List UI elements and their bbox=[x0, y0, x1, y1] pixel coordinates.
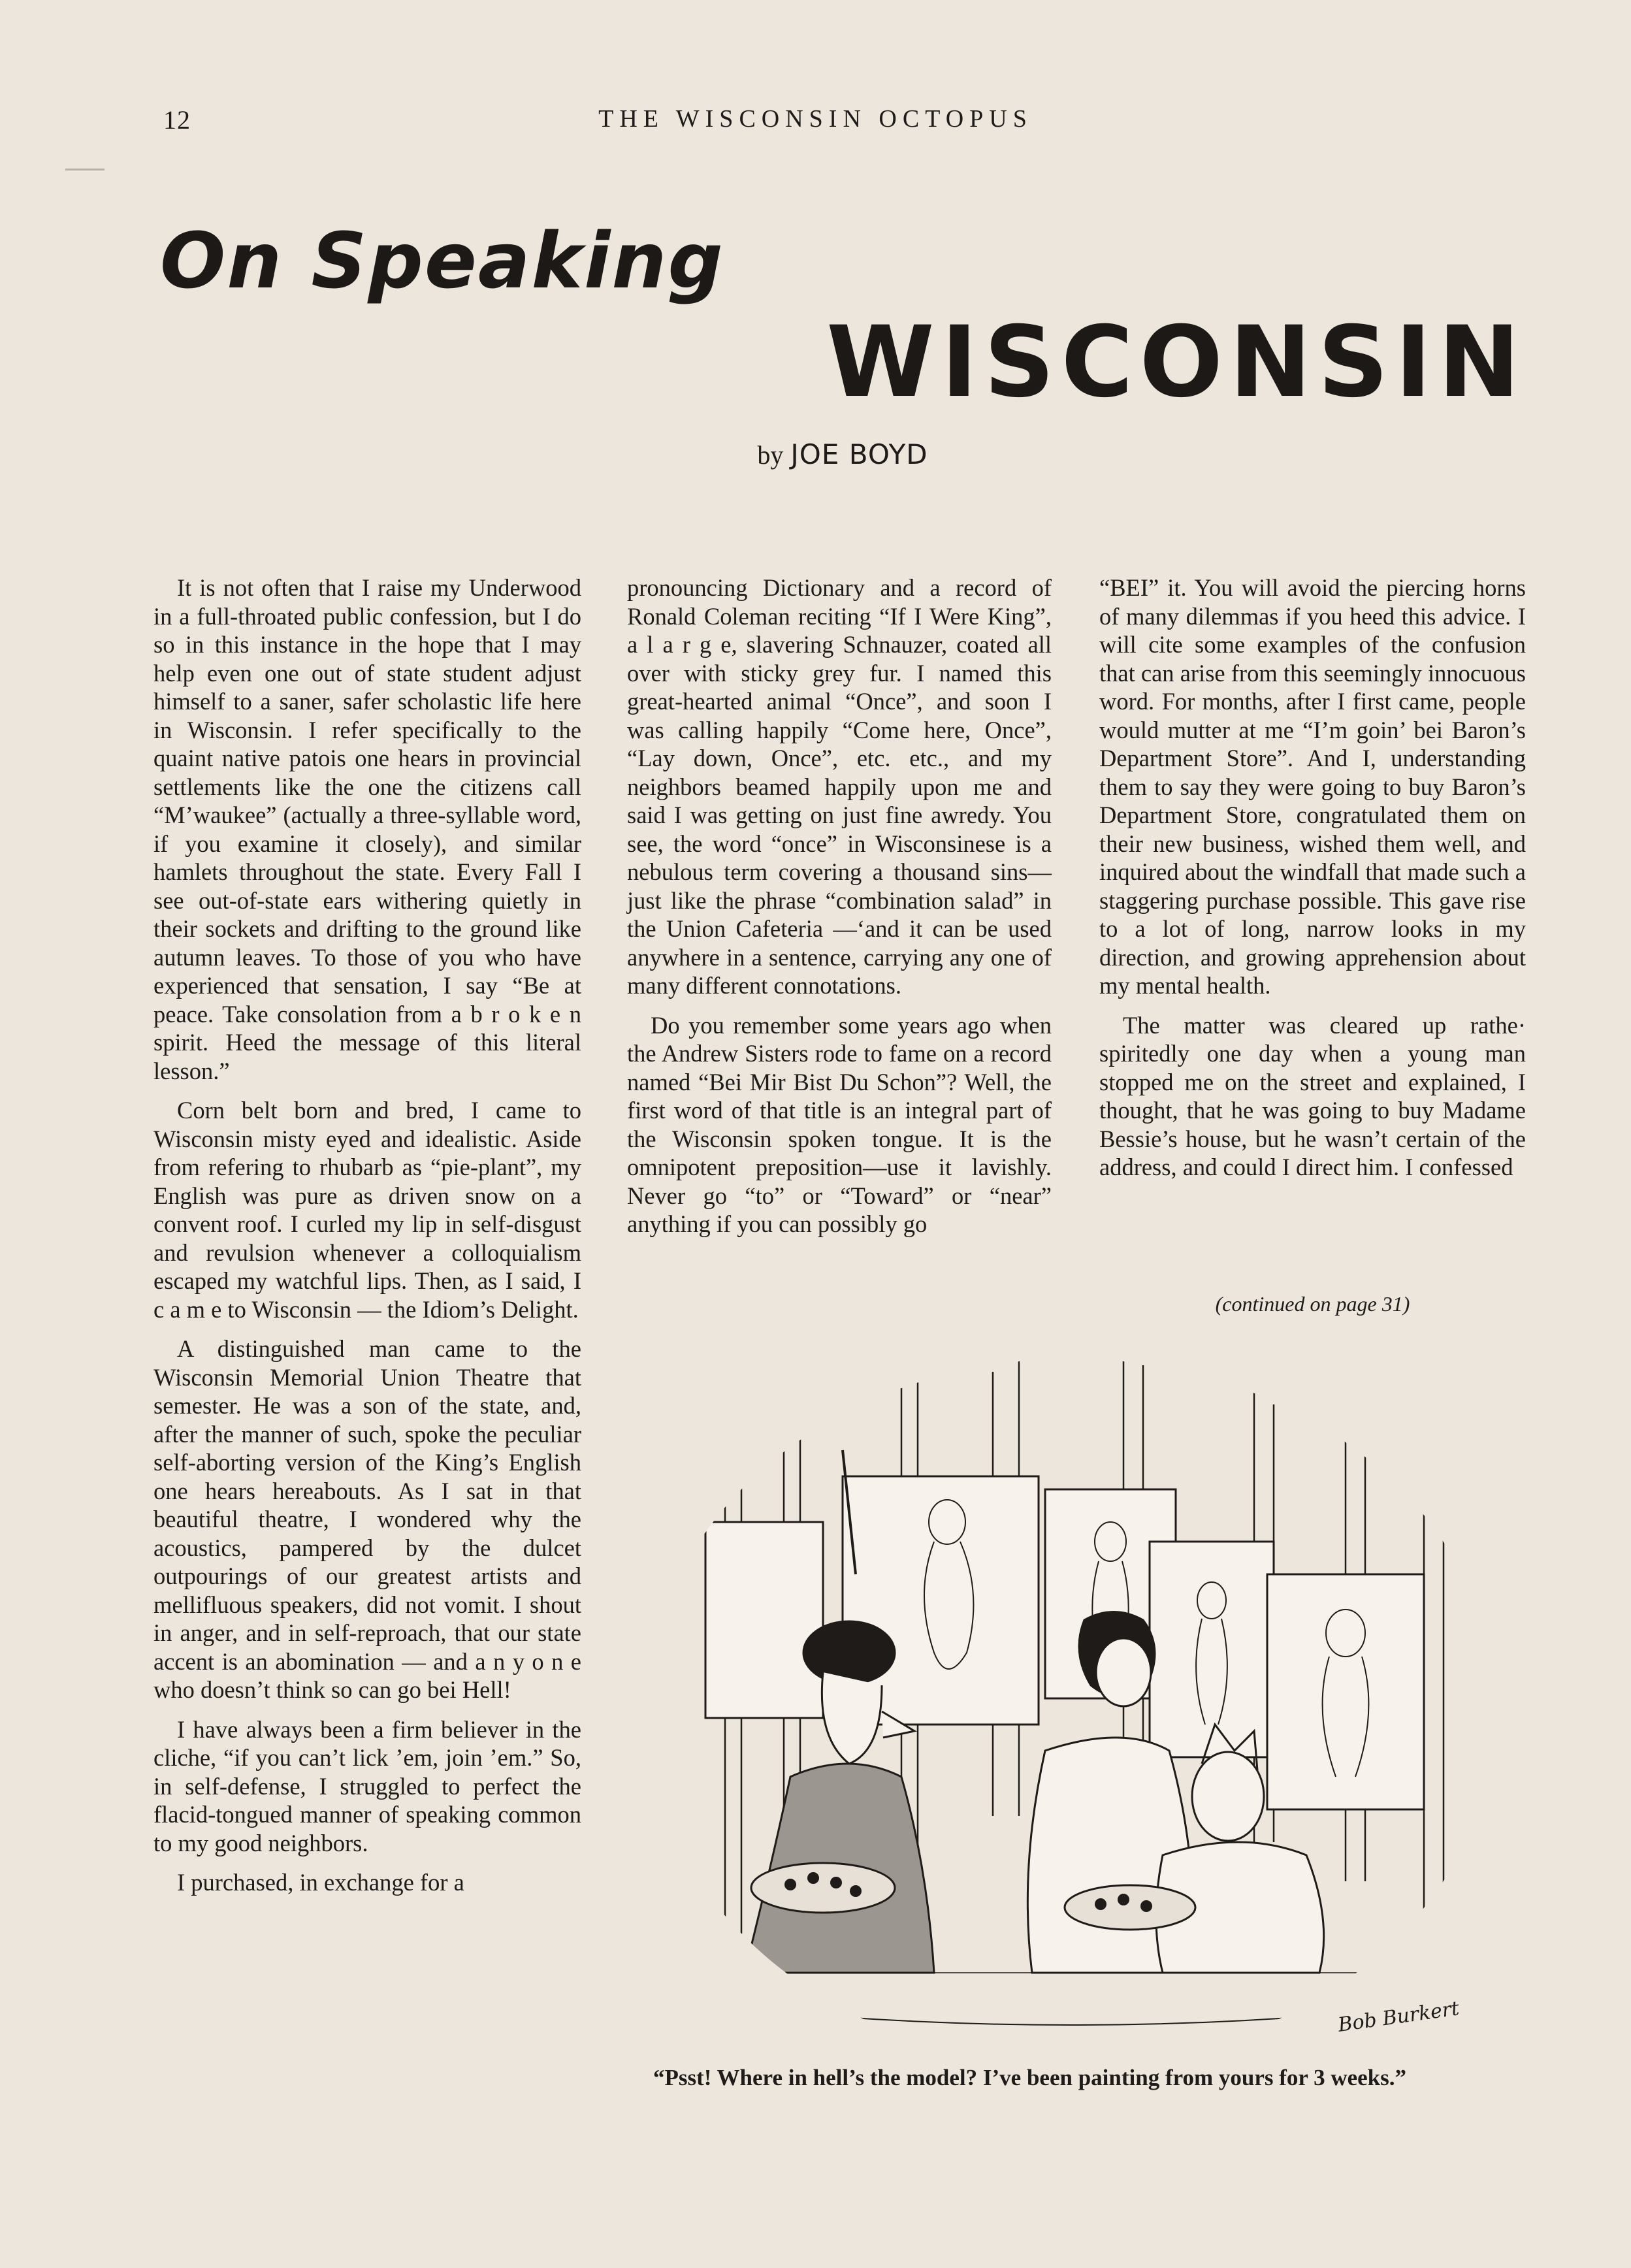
paragraph: The matter was cleared up rathe· spiritedly one day when a young man stopped me on the street and explained, I thought, that he was going to buy Madame Bessie’s house, but he wasn’t certain of the address, and could I direct him. I confessed bbox=[1099, 1011, 1526, 1180]
paragraph: “BEI” it. You will avoid the piercing horns of many dilemmas if you heed this advice. I will cite some examples of the confusion that can arise from this seemingly innocuous word. For months, after I first came, people would mutter at me “I’m goin’ bei Baron’s Department Store”. And I, understanding them to say they were going to buy Baron’s Department Store, congratulated them on their new business, wished them well, and inquired about the windfall that made such a staggering purchase possible. This gave rise to a lot of long, narrow looks in my direction, and growing apprehension about my mental health. bbox=[1099, 574, 1526, 999]
paragraph: Corn belt born and bred, I came to Wisconsin misty eyed and idealistic. Aside from refering to rhubarb as “pie-plant”, my English was pure as driven snow on a convent roof. I curled my lip in self-disgust and revulsion whenever a colloquialism escaped my watchful lips. Then, as I said, I c a m e to Wisconsin — the Idiom’s Delight. bbox=[153, 1097, 581, 1323]
page-number: 12 bbox=[163, 105, 191, 135]
margin-mark bbox=[65, 169, 105, 170]
byline-prefix: by bbox=[757, 440, 784, 470]
cartoon-illustration bbox=[627, 1346, 1515, 2077]
text-column-1 bbox=[153, 574, 581, 1908]
article-title-line1: On Speaking bbox=[160, 216, 724, 306]
paragraph: It is not often that I raise my Underwood in a full-throated public confession, but I do so in this instance in the hope that I may help even one out of state student adjust himself to a saner, safer scholastic life here in Wisconsin. I refer specifically to the quaint native patois one hears in provincial settlements like the one the citizens call “M’waukee” (actually a three-syllable word, if you examine it closely), and similar hamlets throughout the state. Every Fall I see out-of-state ears withering quietly in their sockets and drifting to the ground like autumn leaves. To those of you who have experienced that sensation, I say “Be at peace. Take consolation from a b r o k e n spirit. Heed the message of this literal lesson.” bbox=[153, 574, 581, 1084]
text-column-3 bbox=[1099, 574, 1526, 1193]
continued-note: (continued on page 31) bbox=[1215, 1292, 1410, 1316]
artist-signature: Bob Burkert bbox=[1336, 1997, 1461, 2037]
paragraph: I have always been a firm believer in the cliche, “if you can’t lick ’em, join ’em.” So, in self-defense, I struggled to perfect the flacid-tongued manner of speaking common to my good neighbors. bbox=[153, 1715, 581, 1856]
article-title-line2: WISCONSIN bbox=[826, 306, 1526, 419]
cartoon-caption: “Psst! Where in hell’s the model? I’ve been painting from yours for 3 weeks.” bbox=[653, 2065, 1407, 2090]
byline bbox=[0, 438, 1631, 471]
paragraph: A distinguished man came to the Wisconsin Memorial Union Theatre that semester. He was a son of the state, and, after the manner of such, spoke the peculiar self-aborting version of the King’s English one hears hereabouts. As I sat in that beautiful theatre, I wondered why the acoustics, pampered by the dulcet outpourings of our greatest artists and mellifluous speakers, did not vomit. I shout in anger, and in self-reproach, that our state accent is an abomination — and a n y o n e who doesn’t think so can go bei Hell! bbox=[153, 1335, 581, 1703]
paragraph: pronouncing Dictionary and a record of Ronald Coleman reciting “If I Were King”, a l a r g e, slavering Schnauzer, coated all over with sticky grey fur. I named this great-hearted animal “Once”, and soon I was calling happily “Come here, Once”, “Lay down, Once”, etc. etc., and my neighbors beamed happily upon me and said I was getting on just fine awredy. You see, the word “once” in Wisconsinese is a nebulous term covering a thousand sins—just like the phrase “combination salad” in the Union Cafeteria —‘and it can be used anywhere in a sentence, carrying any one of many different connotations. bbox=[627, 574, 1052, 999]
author-name: JOE BOYD bbox=[790, 438, 928, 470]
text-column-2 bbox=[627, 574, 1052, 1250]
paragraph: Do you remember some years ago when the Andrew Sisters rode to fame on a record named “Bei Mir Bist Du Schon”? Well, the first word of that title is an integral part of the Wisconsin spoken tongue. It is the omnipotent preposition—use it lavishly. Never go “to” or “Toward” or “near” anything if you can possibly go bbox=[627, 1011, 1052, 1237]
running-head: THE WISCONSIN OCTOPUS bbox=[598, 105, 1033, 133]
paragraph: I purchased, in exchange for a bbox=[177, 1869, 464, 1896]
